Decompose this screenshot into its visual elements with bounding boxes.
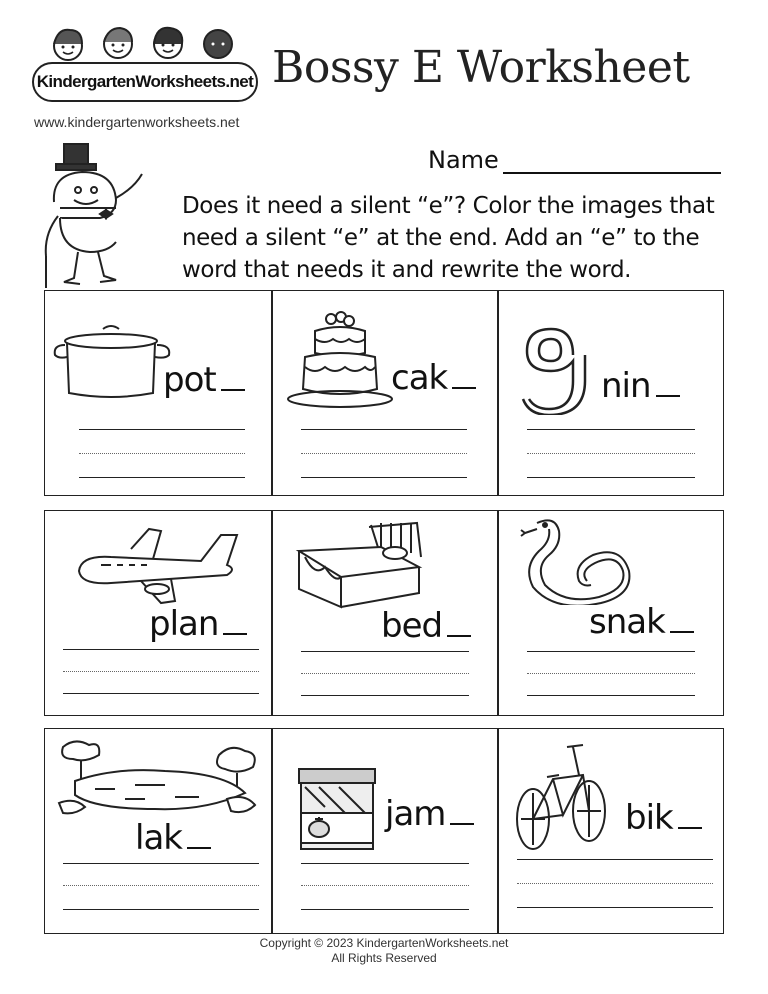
bicycle-icon[interactable] (513, 739, 609, 853)
site-url: www.kindergartenworksheets.net (34, 114, 240, 130)
item-bike (497, 729, 725, 935)
snake-icon[interactable] (515, 515, 631, 605)
write-line-top[interactable] (517, 859, 713, 860)
letter-blank[interactable] (450, 821, 474, 825)
write-line-middle (301, 673, 469, 674)
write-line-middle (527, 673, 695, 674)
word-text: bed (381, 606, 443, 646)
letter-blank[interactable] (670, 629, 694, 633)
write-line-bottom[interactable] (527, 477, 695, 478)
word-text: cak (391, 358, 448, 398)
write-line-middle (527, 453, 695, 454)
page-title: Bossy E Worksheet (272, 42, 690, 93)
write-line-bottom[interactable] (517, 907, 713, 908)
write-line-middle (517, 883, 713, 884)
word-jam (385, 794, 474, 834)
word-text: bik (625, 798, 673, 838)
letter-blank[interactable] (447, 633, 471, 637)
write-line-bottom[interactable] (527, 695, 695, 696)
write-line-top[interactable] (527, 429, 695, 430)
letter-blank[interactable] (452, 385, 476, 389)
word-text: lak (135, 818, 182, 858)
item-lake (45, 729, 271, 935)
item-cake (271, 291, 497, 497)
item-jam (271, 729, 497, 935)
letter-blank[interactable] (656, 393, 680, 397)
word-pot (163, 360, 245, 400)
write-line-top[interactable] (63, 649, 259, 650)
write-line-bottom[interactable] (79, 477, 245, 478)
write-line-top[interactable] (79, 429, 245, 430)
word-text: snak (589, 602, 665, 642)
item-bed (271, 511, 497, 717)
word-lak (135, 818, 211, 858)
write-line-middle (63, 671, 259, 672)
letter-blank[interactable] (221, 387, 245, 391)
item-pot (45, 291, 271, 497)
write-line-middle (79, 453, 245, 454)
word-text: pot (163, 360, 216, 400)
bossy-e-mascot-icon (38, 138, 156, 294)
word-text: nin (601, 366, 651, 406)
word-row-2 (44, 510, 724, 716)
item-nine (497, 291, 725, 497)
lake-icon[interactable] (55, 737, 263, 817)
write-line-bottom[interactable] (301, 695, 469, 696)
write-line-top[interactable] (301, 651, 469, 652)
word-cak (391, 358, 476, 398)
write-line-top[interactable] (301, 429, 467, 430)
pot-icon[interactable] (53, 321, 173, 401)
cake-icon[interactable] (285, 309, 395, 413)
rights-text: All Rights Reserved (331, 951, 437, 965)
footer (0, 936, 768, 966)
bed-icon[interactable] (285, 517, 429, 611)
write-line-top[interactable] (63, 863, 259, 864)
word-row-1 (44, 290, 724, 496)
logo-text: KindergartenWorksheets.net (32, 62, 258, 102)
site-logo (28, 22, 260, 106)
write-line-bottom[interactable] (63, 693, 259, 694)
write-line-bottom[interactable] (301, 909, 469, 910)
copyright-text: Copyright © 2023 KindergartenWorksheets.net (259, 936, 509, 950)
word-bed (381, 606, 471, 646)
word-nin (601, 366, 680, 406)
write-line-bottom[interactable] (63, 909, 259, 910)
letter-blank[interactable] (187, 845, 211, 849)
word-row-3 (44, 728, 724, 934)
jam-jar-icon[interactable] (295, 765, 379, 851)
write-line-top[interactable] (301, 863, 469, 864)
number-nine-icon[interactable] (521, 325, 587, 415)
word-text: jam (385, 794, 446, 834)
name-label: Name (428, 146, 499, 174)
word-plan (149, 604, 247, 644)
write-line-middle (301, 885, 469, 886)
word-bik (625, 798, 702, 838)
letter-blank[interactable] (678, 825, 702, 829)
write-line-top[interactable] (527, 651, 695, 652)
item-plane (45, 511, 271, 717)
instructions-text: Does it need a silent “e”? Color the images that need a silent “e” at the end. Add an “e” to the word that needs it and rewrite the word. (182, 193, 715, 283)
letter-blank[interactable] (223, 631, 247, 635)
word-text: plan (149, 604, 219, 644)
write-line-bottom[interactable] (301, 477, 467, 478)
airplane-icon[interactable] (71, 519, 251, 605)
write-line-middle (63, 885, 259, 886)
word-snak (589, 602, 694, 642)
name-field (428, 146, 721, 174)
name-write-line[interactable] (503, 150, 721, 174)
item-snake (497, 511, 725, 717)
write-line-middle (301, 453, 467, 454)
